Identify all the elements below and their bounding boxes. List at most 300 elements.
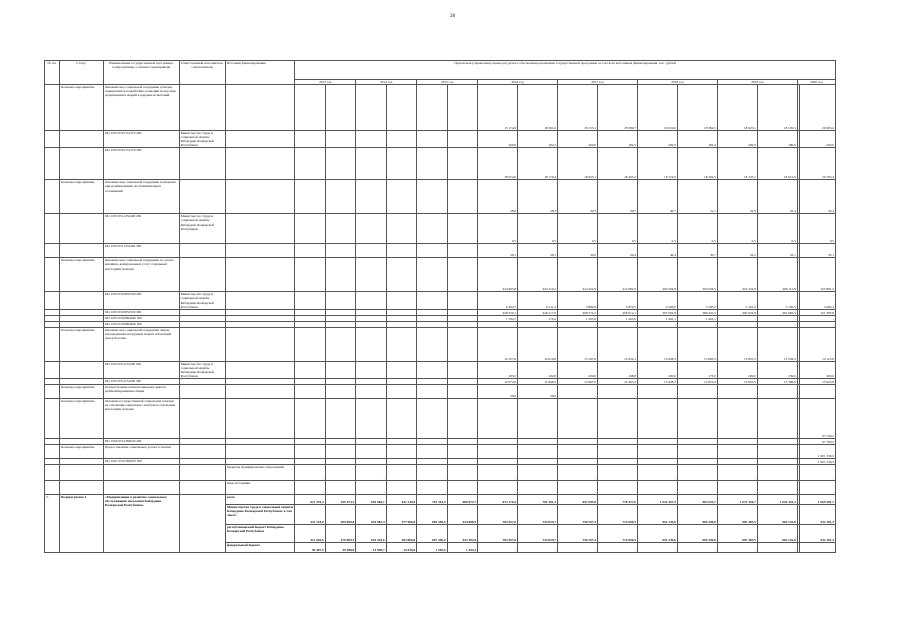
subprogram-value: 872 176,2 [478,495,518,505]
row-value: - [356,465,386,481]
row-value: - [478,481,518,495]
row-num [45,385,60,399]
row-value [558,399,598,439]
row-value: 39,0 [478,385,518,399]
row-value: - [478,321,518,327]
row-value: 410 154,0 [717,258,757,292]
table-row [45,214,836,244]
subprogram-value: - [637,543,677,553]
subprogram-value: 1 394,3 [447,543,477,553]
row-value: 40,7 [637,180,677,214]
row-value [417,445,447,459]
subprogram-value: - [478,543,518,553]
subprogram-value: 963 142,8 [757,505,797,525]
row-value: 18 015,0 [757,148,797,180]
row-value [295,327,325,361]
row-value [386,148,416,180]
row-value: 13 167,0 [558,327,598,361]
row-value [417,244,447,258]
row-num [45,148,60,180]
row-value: 162,0 [518,361,558,378]
row-source [225,148,294,180]
row-value: 28,6 [478,180,518,214]
row-value: 1 491,1 [637,315,677,321]
funding-table [44,60,836,553]
row-status: Основное мероприятие [59,258,103,292]
row-value: 97 700,2 [799,439,835,445]
row-value [386,399,416,439]
subprogram-value: 951 239,6 [637,525,677,543]
row-source [225,399,294,439]
row-value [295,385,325,399]
row-value: 30,3 [558,180,598,214]
row-responsible [179,445,225,459]
row-value [325,131,355,148]
row-value: 6 211,2 [518,292,558,309]
row-value: 0,5 [677,214,717,244]
row-value [478,399,518,439]
row-value [447,244,477,258]
row-value [386,180,416,214]
subprogram-value: 932 101,3 [799,505,835,525]
row-value [356,399,386,439]
row-value: 159,6 [757,361,797,378]
row-value: 200,0 [558,361,598,378]
row-value [325,399,355,439]
row-value: 30,0 [558,244,598,258]
year-header: 2014 год [356,80,417,85]
row-value: 18 925,1 [717,85,757,131]
table-row [45,180,836,214]
row-value [386,361,416,378]
table-row [45,85,836,131]
row-value [598,465,638,481]
row-source [225,292,294,309]
row-value: 18 405,2 [598,148,638,180]
row-value: 412 082,6 [598,258,638,292]
row-value [386,445,416,459]
row-value [356,361,386,378]
row-name: Оказание мер социальной поддержки по оплате жилищно-коммунальных услуг отдельным категориям граждан [103,258,179,292]
subprogram-value: 758 767,4 [558,505,598,525]
row-value [386,481,416,495]
row-name: Предоставление социальных доплат к пенсии [103,445,179,459]
subprogram-value: 1 044 433,2 [757,495,797,505]
row-value: 0,5 [598,214,638,244]
row-status [59,465,103,481]
row-value [325,85,355,131]
row-name: 961 1003 0511252400 300 [103,244,179,258]
subprogram-value: 778 427,6 [598,495,638,505]
row-source [225,85,294,131]
row-value: 20 965,4 [799,85,835,131]
row-value: 29,7 [598,180,638,214]
row-value: 33,4 [799,180,835,214]
subprogram-value: 13 999,7 [356,543,386,553]
row-status [59,214,103,244]
row-value: 5 595,2 [677,292,717,309]
row-value: 182,2 [518,131,558,148]
row-value: 13 529,5 [757,327,797,361]
subprogram-value: 781 381,2 [518,495,558,505]
row-value: 97 700,2 [799,399,835,439]
row-value: - [717,385,757,399]
subprogram-value: - [598,543,638,553]
row-source: иные источники [225,481,294,495]
row-value: - [637,481,677,495]
subprogram-status: Подпрограмма 2 [59,495,103,553]
row-status: Основное мероприятие [59,385,103,399]
row-name: 961 1006 0512284040 200 [103,439,179,445]
row-value [677,445,717,459]
row-value: 18 202,5 [677,148,717,180]
row-value: 185,0 [478,361,518,378]
row-value: 168,8 [598,361,638,378]
row-value: 28,1 [478,244,518,258]
row-value: 19 019,0 [637,85,677,131]
row-value: 32,1 [757,244,797,258]
row-value: 170,2 [518,315,558,321]
row-status [59,148,103,180]
subprogram-value: 1 032 457,9 [637,495,677,505]
row-name: 961 1001 05107R0670 300 [103,459,179,465]
year-header: 2020 год [797,80,835,85]
row-value [295,292,325,309]
subprogram-value: 624 982,3 [356,505,386,525]
row-responsible: Министерство труда и социальной защиты Кабардино-Балкарской Республики [179,361,225,378]
row-value: 5 880,6 [558,292,598,309]
table-row [45,244,836,258]
row-value: - [717,465,757,481]
row-value [677,481,717,495]
subprogram-value: 857 693,8 [558,495,598,505]
row-value [518,465,558,481]
subprogram-source: республиканский бюджет Кабардино-Балкарской Республики [225,525,294,543]
subprogram-value: 39 488,8 [325,543,355,553]
row-value: 1 265,0 [598,315,638,321]
row-value: 426 217,0 [518,309,558,315]
row-value [598,445,638,459]
table-row [45,465,836,481]
row-value [325,244,355,258]
subprogram-value: 1 072 326,7 [717,495,757,505]
row-value [356,214,386,244]
row-value [417,327,447,361]
row-value: 20 765,4 [799,148,835,180]
row-value [295,85,325,131]
row-value [447,85,477,131]
row-value: 428 559,1 [478,309,518,315]
subprogram-value: 781 354,9 [417,495,447,505]
row-value: - [558,481,598,495]
subprogram-value: 782 957,6 [478,525,518,543]
row-value: 5 161,2 [717,292,757,309]
row-value: 5 150,5 [757,292,797,309]
row-value: - [799,315,835,321]
row-value: 1 265,0 [558,315,598,321]
row-value: 0,5 [757,214,797,244]
row-value: 13 655,5 [717,379,757,385]
row-value: 200,0 [637,361,677,378]
row-value: 5 870,5 [598,292,638,309]
row-value [295,131,325,148]
table-row [45,327,836,361]
row-value [356,292,386,309]
row-value [447,445,477,459]
row-value: - [637,385,677,399]
row-value [295,258,325,292]
row-value: 13 428,3 [637,379,677,385]
row-value: 6 494,7 [478,292,518,309]
row-value: 200,0 [799,131,835,148]
row-name: Осуществление компенсационных выплат реабилитированным лицам [103,385,179,399]
table-row [45,385,836,399]
row-value [417,292,447,309]
subprogram-responsible [179,495,225,553]
subprogram-value: 782 957,6 [478,505,518,525]
subprogram-value: 963 142,8 [757,525,797,543]
subprogram-value: 577 966,8 [386,505,416,525]
row-value [417,258,447,292]
row-value [757,465,797,481]
row-source [225,361,294,378]
row-name: 961 1003 05108R4620 300 [103,321,179,327]
subprogram-value: 697 390,0 [417,525,447,543]
year-header: 2016 год [478,80,558,85]
col-status: Статус [59,61,103,85]
row-value [447,385,477,399]
row-value [295,361,325,378]
row-value [386,465,416,481]
col-forecast: Прогнозная (справочная) оценка ресурсного обеспечения реализации государственной программы за счет всех источников финансирования, тыс. рублей [295,61,836,80]
col-name: Наименование государственной программы, подпрограммы, основного мероприятия [103,61,179,85]
row-value: 200,0 [799,361,835,378]
row-value: 1 901 330,3 [799,459,835,465]
row-value: 200,0 [478,131,518,148]
row-num [45,465,60,481]
row-num [45,292,60,309]
row-value: 200,0 [558,131,598,148]
row-value [598,481,638,495]
subprogram-value: 1 009 381,7 [799,495,835,505]
row-value: 18 974,6 [478,148,518,180]
row-value: 4 566,0 [637,292,677,309]
row-value: 13 923,8 [799,379,835,385]
row-value: 1 784,7 [478,315,518,321]
row-value [637,445,677,459]
row-value: 18 179,4 [518,148,558,180]
subprogram-value: 758 767,4 [558,525,598,543]
row-responsible [179,399,225,439]
subprogram-value: 725 829,7 [518,525,558,543]
row-value: 180,6 [757,131,797,148]
row-responsible [179,258,225,292]
row-value: 13 628,3 [637,327,677,361]
row-value [478,445,518,459]
row-responsible [179,180,225,214]
row-name: 961 1003 0510151370 200 [103,131,179,148]
row-value [447,327,477,361]
year-header: 2018 год [637,80,717,85]
row-num [45,85,60,131]
row-value [295,148,325,180]
row-value: - [799,481,835,495]
row-value [447,361,477,378]
row-value: - [637,465,677,481]
row-name [103,465,179,481]
row-value [325,361,355,378]
row-value: - [757,385,797,399]
row-value [325,292,355,309]
subprogram-value: 963 022,7 [677,495,717,505]
row-value [386,385,416,399]
row-value [356,244,386,258]
row-value: - [478,465,518,481]
row-value [558,445,598,459]
row-value: 18 361,6 [518,85,558,131]
subprogram-value: - [717,543,757,553]
row-value: 395 026,5 [677,258,717,292]
row-value: 12 967,0 [558,379,598,385]
row-value [757,445,797,459]
row-value [356,148,386,180]
row-value: - [417,481,447,495]
row-value: 0,5 [518,214,558,244]
table-row [45,361,836,378]
subprogram-value: 559 473,2 [325,495,355,505]
row-value: 0,5 [717,214,757,244]
row-value: - [799,321,835,327]
row-value: 12 010,6 [518,327,558,361]
row-value: 200,0 [717,361,757,378]
subprogram-value: - [518,543,558,553]
subprogram-row [45,495,836,505]
row-num [45,258,60,292]
row-value [417,399,447,439]
subprogram-value: - [558,543,598,553]
row-value: - [356,481,386,495]
row-value [447,292,477,309]
subprogram-num: 2. [45,495,60,553]
row-num [45,445,60,459]
row-value: 15 174,6 [478,85,518,131]
row-responsible: Министерство труда и социальной защиты Кабардино-Балкарской Республики [179,292,225,309]
row-status [59,244,103,258]
row-value: 432 410,2 [518,258,558,292]
row-value: 30,7 [677,244,717,258]
subprogram-value: 13 959,6 [386,543,416,553]
row-value [356,180,386,214]
row-value: 40,4 [637,244,677,258]
subprogram-value: 905 200,8 [677,505,717,525]
row-name: Оказание мер социальной поддержки гражданам при возникновении поствакцинальных осложнений [103,180,179,214]
row-responsible [179,85,225,131]
row-value: 33,1 [799,244,835,258]
row-value: 1 491,1 [677,315,717,321]
row-value [417,214,447,244]
row-status: Основное мероприятие [59,399,103,439]
subprogram-value: 693 066,1 [356,495,386,505]
row-name: 961 1003 05108R4620 300 [103,315,179,321]
col-num: № п/п [45,61,60,85]
row-value: - [717,315,757,321]
row-value [447,481,477,495]
row-num [45,244,60,258]
row-value: 184,5 [598,131,638,148]
row-value [417,180,447,214]
row-value: 13 369,9 [757,379,797,385]
row-num [45,481,60,495]
row-value [677,465,717,481]
row-value [386,85,416,131]
row-value [325,180,355,214]
row-value: 321 387,8 [799,309,835,315]
subprogram-value: 1 595,6 [417,543,447,553]
row-value [757,481,797,495]
col-responsible: Ответственный исполнитель, соисполнитель [179,61,225,85]
row-value [295,399,325,439]
page-number: 28 [450,14,455,19]
row-value [598,399,638,439]
row-value: - [677,385,717,399]
row-value: 200,0 [717,131,757,148]
row-name: Оказание мер социальной поддержки граждан, подвергшихся воздействию радиации вследствие радиационных аварий и ядерных испытаний [103,85,179,131]
row-value: 18 725,1 [717,148,757,180]
row-value: 1 901 330,3 [799,445,835,459]
row-value: - [295,465,325,481]
row-name: 961 1003 0511152200 300 [103,379,179,385]
row-value [325,148,355,180]
row-value: 28,3 [518,180,558,214]
subprogram-value: 715 090,5 [598,525,638,543]
subprogram-value: 987 483,5 [717,525,757,543]
row-value: - [717,481,757,495]
year-header: 2017 год [558,80,638,85]
row-name: 961 1003 0510151370 300 [103,148,179,180]
row-num [45,399,60,439]
row-value: - [598,321,638,327]
subprogram-value: 725 829,7 [518,505,558,525]
subprogram-value: 932 101,3 [799,525,835,543]
row-value: - [799,465,835,481]
row-value [386,258,416,292]
year-header: 2015 год [417,80,478,85]
row-value: 13 855,5 [717,327,757,361]
row-value: 4 493,4 [799,292,835,309]
col-source: Источник финансирования [225,61,294,85]
row-value [417,385,447,399]
row-status [59,292,103,309]
row-value: 13 083,5 [677,327,717,361]
row-value: - [558,465,598,481]
row-value: - [598,385,638,399]
row-value [417,148,447,180]
row-responsible [179,465,225,481]
row-source [225,214,294,244]
row-value: 31,1 [677,180,717,214]
row-source: бюджеты муниципальных образований [225,465,294,481]
row-value: 12 632,1 [598,327,638,361]
row-value [386,244,416,258]
row-num [45,214,60,244]
subprogram-value: 699 385,6 [417,505,447,525]
table-row [45,148,836,180]
table-row [45,399,836,439]
row-value: - [417,465,447,481]
row-value: 325 881,2 [799,258,835,292]
row-value [386,131,416,148]
row-name: Оказание мер социальной поддержки лицам, награжденным нагрудным знаком «Почетный донор России» [103,327,179,361]
